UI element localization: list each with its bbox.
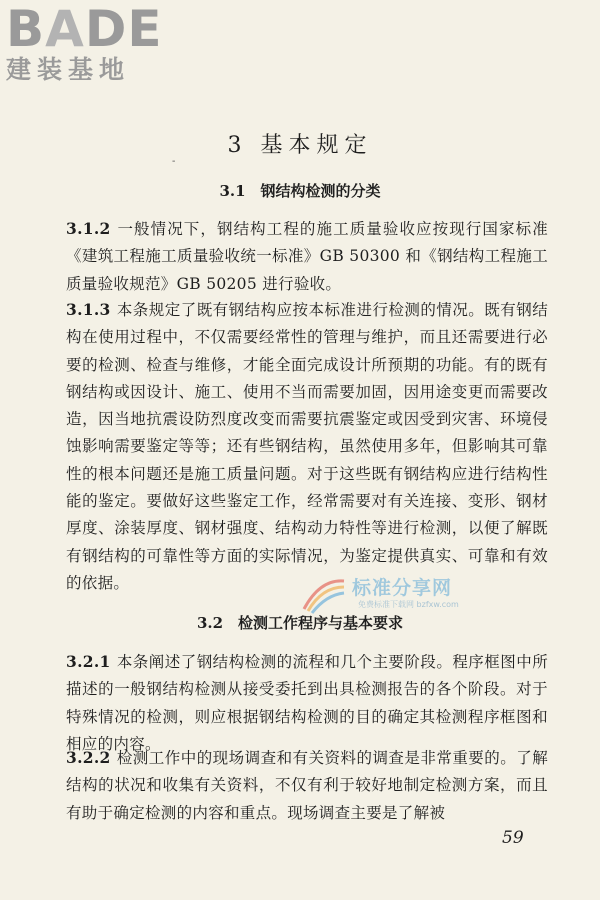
logo-subtitle: 建装基地 — [6, 55, 131, 84]
bade-logo — [6, 0, 163, 84]
paragraph-3-1-3 — [66, 296, 548, 597]
section-heading-3-1: 3.1 钢结构检测的分类 — [219, 182, 381, 200]
paragraph-3-1-2 — [66, 215, 548, 298]
clause-number: 3.1.2 — [66, 219, 111, 238]
paragraph-3-2-1 — [66, 648, 548, 758]
watermark — [300, 575, 530, 617]
clause-number: 3.1.3 — [66, 300, 111, 319]
page-number: 59 — [502, 828, 524, 848]
watermark-subtext: 免费标准下载网 bzfxw.com — [358, 600, 459, 609]
scan-mark: - — [172, 156, 176, 167]
paragraph-3-2-2 — [66, 744, 548, 827]
chapter-title: 3 基本规定 — [227, 133, 373, 158]
logo-letter-a: A — [45, 0, 85, 58]
logo-wordmark — [6, 0, 163, 58]
watermark-text: 标准分享网 — [352, 577, 453, 599]
section-heading-3-2: 3.2 检测工作程序与基本要求 — [196, 614, 404, 632]
logo-letters-de: DE — [84, 0, 163, 58]
clause-text: 检测工作中的现场调查和有关资料的调查是非常重要的。了解结构的状况和收集有关资料，不仅有利于较好地制定检测方案，而且有助于确定检测的内容和重点。现场调查主要是了解被 — [66, 749, 548, 822]
logo-letter-b: B — [6, 0, 46, 58]
clause-text: 一般情况下，钢结构工程的施工质量验收应按现行国家标准《建筑工程施工质量验收统一标准》GB 50300 和《钢结构工程施工质量验收规范》GB 50205 进行验收。 — [66, 220, 548, 293]
clause-text: 本条阐述了钢结构检测的流程和几个主要阶段。程序框图中所描述的一般钢结构检测从接受委托到出具检测报告的各个阶段。对于特殊情况的检测，则应根据钢结构检测的目的确定其检测程序框图和相应的内容。 — [66, 653, 548, 753]
clause-number: 3.2.2 — [66, 748, 111, 767]
watermark-swoosh-icon — [300, 575, 346, 615]
clause-text: 本条规定了既有钢结构应按本标准进行检测的情况。既有钢结构在使用过程中，不仅需要经常性的管理与维护，而且还需要进行必要的检测、检查与维修，才能全面完成设计所预期的功能。有的既有钢结构或因设计、施工、使用不当而需要加固，因用途变更而需要改造，因当地抗震设防烈度改变而需要抗震鉴定或因受到灾害、环境侵蚀影响需要鉴定等等；还有些钢结构，虽然使用多年，但影响其可靠性的根本问题还是施工质量问题。对于这些既有钢结构应进行结构性能的鉴定。要做好这些鉴定工作，经常需要对有关连接、变形、钢材厚度、涂装厚度、钢材强度、结构动力特性等进行检测，以便了解既有钢结构的可靠性等方面的实际情况，为鉴定提供真实、可靠和有效的依据。 — [66, 301, 548, 592]
clause-number: 3.2.1 — [66, 652, 111, 671]
